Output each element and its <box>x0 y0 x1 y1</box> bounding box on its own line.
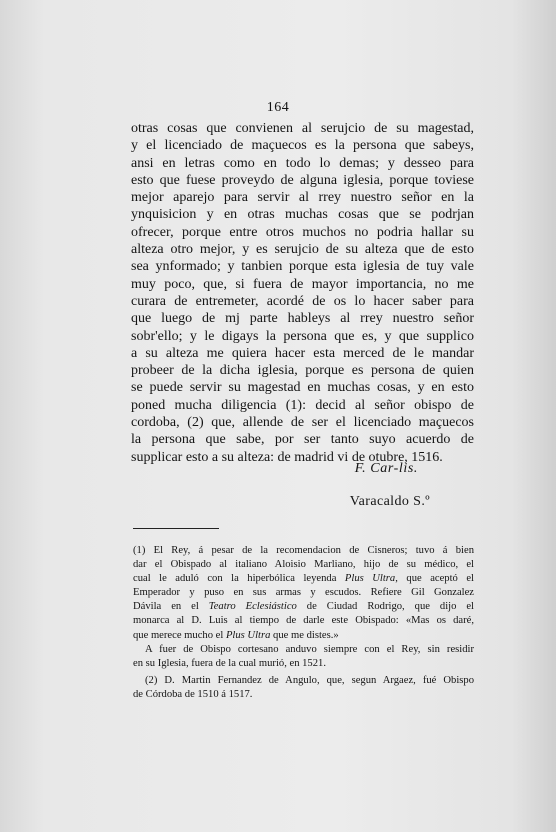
footnote-text: que me distes.» <box>270 629 339 641</box>
footnote-line: de Córdoba de 1510 á 1517. <box>133 688 253 700</box>
footnote-italic-plus-ultra: Plus Ultra <box>225 629 271 641</box>
body-line: muy poco, que, si fuera de mayor importancia, no me <box>131 276 474 292</box>
body-line: alteza otro mejor, y es serujcio de su alteza que de esto <box>131 242 474 258</box>
footnote-line: A fuer de Obispo cortesano anduvo siempre con el Rey, sin residir <box>145 643 474 655</box>
footnote-text: , que aceptó el <box>395 573 474 585</box>
footnote-divider <box>133 528 219 529</box>
body-line: a su alteza me quiera hacer esta merced de le mandar <box>131 345 474 361</box>
body-line: esto que fuese proveydo de alguna iglesia, porque toviese <box>131 172 474 188</box>
footnote-line <box>133 629 474 643</box>
footnote-text: que merece mucho el <box>133 629 226 641</box>
footnote-line <box>133 572 474 586</box>
body-line: supplicar esto a su alteza: de madrid vi de otubre, 1516. <box>131 449 443 465</box>
body-line: sobr'ello; y le digays la persona que es, y que supplico <box>131 328 474 344</box>
footnote-line: (2) D. Martin Fernandez de Angulo, que, segun Argaez, fué Obispo <box>145 674 474 686</box>
letter-body <box>131 120 474 466</box>
footnote-italic-plus-ultra: Plus Ultra <box>344 573 396 585</box>
body-line: la persona que sabe, por ser tanto suyo acuerdo de <box>131 432 474 448</box>
body-line: ynquisicion y en otras muchas cosas que se podrjan <box>131 207 474 223</box>
footnote-italic-title: Teatro Eclesiástico <box>208 601 297 613</box>
body-line: que luego de mj parte hableys al rrey nuestro señor <box>131 311 474 327</box>
footnote-line: (1) El Rey, á pesar de la recomendacion de Cisneros; tuvo á bien <box>133 545 474 556</box>
body-line: poned mucha diligencia (1): decid al señor obispo de <box>131 397 474 413</box>
body-line: cordoba, (2) que, allende de ser el licenciado maçuecos <box>131 415 474 431</box>
body-line: ofrecer, porque entre otros muchos no podria hallar su <box>131 224 474 240</box>
body-line: y el licenciado de maçuecos es la persona que sabeys, <box>131 138 474 154</box>
footnote-text: cual le aduló con la hiperbólica leyenda <box>133 573 345 585</box>
body-line: se puede servir su magestad en muchas cosas, y en esto <box>131 380 474 396</box>
footnote-line: dar el Obispado al italiano Aloisio Marliano, hijo de su médico, el <box>133 559 474 571</box>
footnote-line: monarca al D. Luis al tiempo de darle este Obispado: «Mas os daré, <box>133 615 474 627</box>
body-line: otras cosas que convienen al serujcio de su magestad, <box>131 121 474 136</box>
body-line: sea ynformado; y tanbien porque esta iglesia de tuy vale <box>131 259 474 275</box>
footnote-text: Dávila en el <box>133 601 209 613</box>
body-line: probeer de la dicha iglesia, porque es persona de quien <box>131 363 474 379</box>
footnotes <box>133 544 474 702</box>
footnote-line <box>133 600 474 614</box>
page-number: 164 <box>266 100 290 115</box>
body-line: curara de entremeter, acordé de os lo hacer saber para <box>131 293 474 309</box>
body-line: ansi en letras como en todo lo demas; y desseo para <box>131 155 474 171</box>
body-line: mejor aparejo para servir al rrey nuestro señor en la <box>131 190 474 206</box>
signature: F. Car-lis. <box>354 461 418 476</box>
footnote-line: Emperador y puso en sus armas y escudos. Refiere Gil Gonzalez <box>133 587 474 599</box>
secretary-signature: Varacaldo S.º <box>349 494 430 509</box>
footnote-line: en su Iglesia, fuera de la cual murió, en 1521. <box>133 657 326 669</box>
footnote-text: de Ciudad Rodrigo, que dijo el <box>296 601 474 613</box>
